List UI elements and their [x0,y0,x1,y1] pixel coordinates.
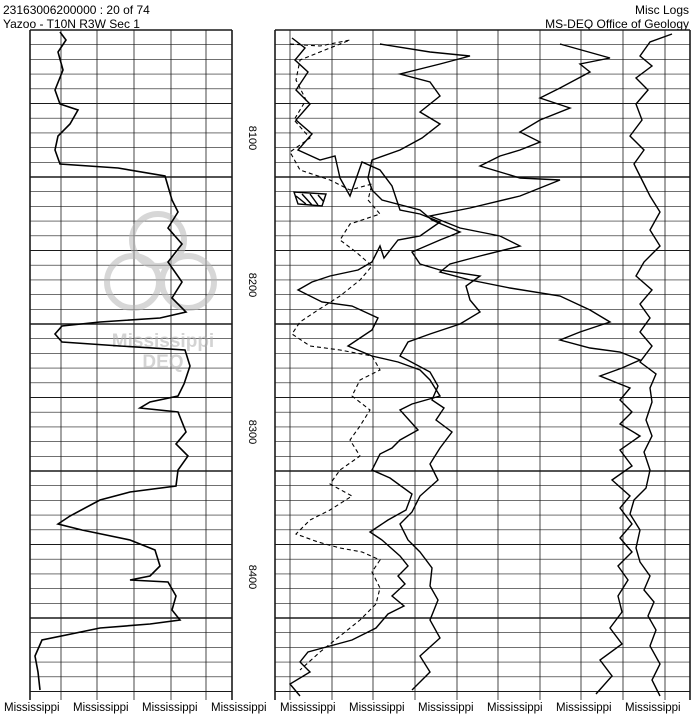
depth-label-8300: 8300 [246,419,258,445]
footer-text: Mississippi [4,702,60,714]
footer-text: Mississippi [487,702,543,714]
footer-text: Mississippi [556,702,612,714]
watermark-text-line2: DEQ [142,352,184,373]
depth-label-8400: 8400 [246,564,258,590]
right-track-curve-d [630,34,672,696]
log-type: Misc Logs [634,3,689,17]
right-track-curve-b [368,44,480,690]
right-track-curve-c [430,44,640,694]
footer-text: Mississippi [142,702,198,714]
agency-name: MS-DEQ Office of Geology [545,17,689,31]
footer-text: Mississippi [73,702,129,714]
right-track-dashed-curve [290,40,380,670]
hatched-marker [294,192,326,206]
depth-label-8100: 8100 [246,125,258,151]
depth-label-8200: 8200 [246,272,258,298]
footer-text: Mississippi [349,702,405,714]
footer-text: Mississippi [418,702,474,714]
watermark-text-line1: Mississippi [111,331,215,352]
left-track-grid [30,30,232,700]
footer-text: Mississippi [625,702,681,714]
log-curves [35,32,672,696]
footer-watermark-strip [0,700,697,715]
well-location: Yazoo - T10N R3W Sec 1 [3,17,140,31]
well-id-page: 23163006200000 : 20 of 74 [3,3,150,17]
watermark-circle-left [107,256,159,308]
right-track-curve-a [290,38,440,696]
depth-column [246,126,258,589]
footer-text: Mississippi [280,702,336,714]
footer-text: Mississippi [211,702,267,714]
